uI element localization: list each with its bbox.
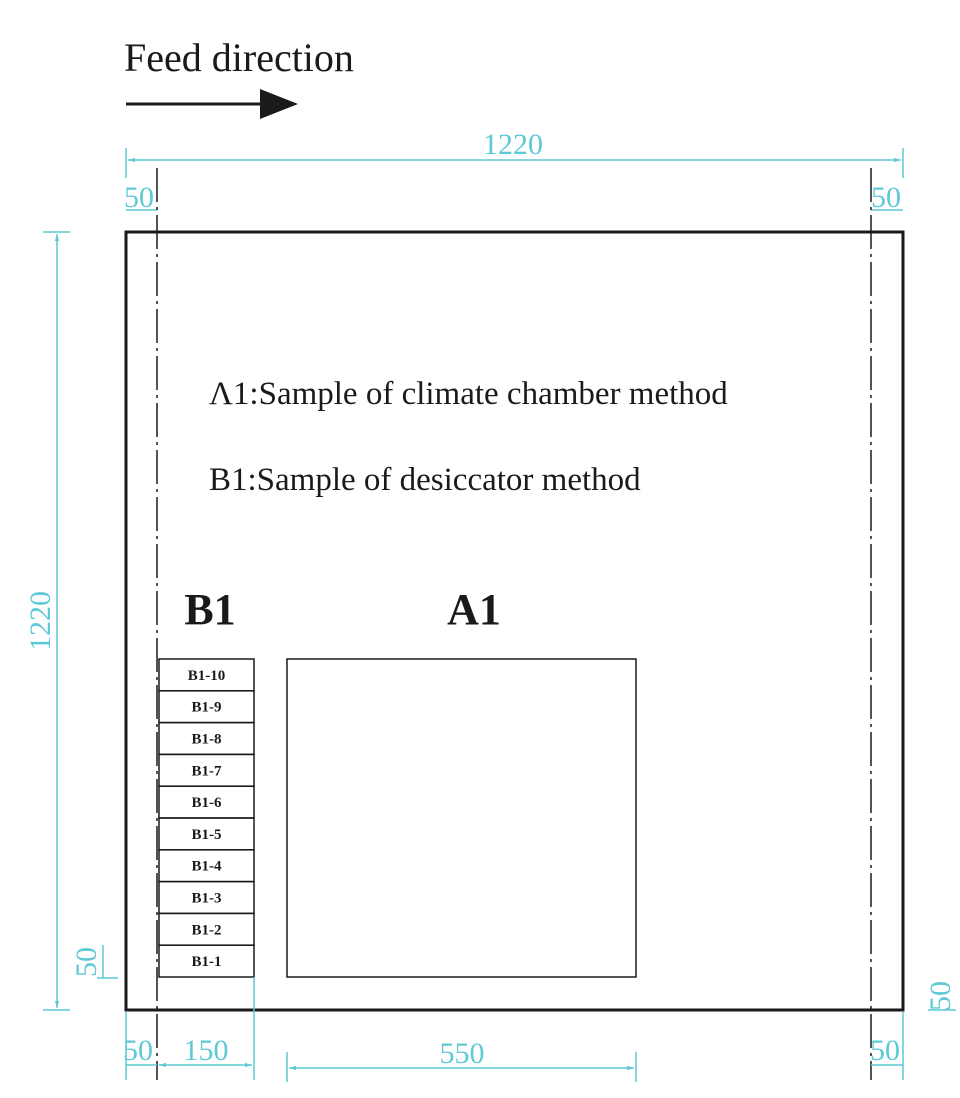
- dimension-top-left-margin: [124, 181, 157, 214]
- dimension-bottom-left-margin-value: 50: [123, 1034, 153, 1067]
- b1-cell: [159, 723, 254, 755]
- board-outline: [126, 232, 903, 1010]
- b1-cell: [159, 913, 254, 945]
- dimension-bottom-right-margin-value: 50: [870, 1034, 900, 1067]
- dimension-bottom-a1-width-value: 550: [439, 1037, 485, 1070]
- b1-sample-stack: [159, 659, 254, 977]
- dimension-left-bottom-margin-value: 50: [70, 947, 103, 977]
- b1-cell: [159, 754, 254, 786]
- dimension-top-right-margin: [871, 181, 903, 214]
- dimension-bottom-left-margin: [123, 1012, 157, 1080]
- dimension-right-bottom-margin-value: 50: [924, 981, 957, 1011]
- dimension-left-height-value: 1220: [24, 591, 57, 651]
- b1-cell-label: B1-9: [191, 699, 222, 716]
- b1-cell-label: B1-7: [191, 763, 222, 780]
- b1-cell-label: B1-8: [191, 731, 222, 748]
- b1-cell: [159, 945, 254, 977]
- b1-cell: [159, 850, 254, 882]
- dimension-top-width: [126, 128, 903, 178]
- b1-region-title: B1: [184, 585, 236, 634]
- dimension-top-width-value: 1220: [483, 128, 543, 161]
- dimension-left-bottom-margin: [70, 945, 118, 978]
- feed-direction-label: Feed direction: [124, 35, 354, 80]
- dimension-top-right-margin-value: 50: [871, 181, 901, 214]
- b1-cell-label: B1-4: [191, 858, 222, 875]
- b1-cell-label: B1-5: [191, 826, 222, 843]
- b1-cell-label: B1-6: [191, 795, 222, 812]
- dimension-right-bottom-margin: [924, 981, 957, 1011]
- dimension-bottom-b1-width-value: 150: [183, 1034, 229, 1067]
- b1-cell: [159, 786, 254, 818]
- dimension-bottom-b1-width: [159, 977, 254, 1080]
- a1-sample-area: [287, 659, 636, 977]
- b1-cell: [159, 818, 254, 850]
- b1-cell: [159, 882, 254, 914]
- feed-direction-arrow: [126, 89, 298, 119]
- dimension-left-height: [24, 232, 70, 1010]
- dimension-bottom-a1-width: [287, 1037, 636, 1082]
- a1-region-title: A1: [447, 585, 501, 634]
- legend-a1: Λ1:Sample of climate chamber method: [209, 376, 728, 412]
- b1-cell-label: B1-3: [191, 890, 222, 907]
- b1-cell-label: B1-10: [187, 667, 226, 684]
- b1-cell: [159, 659, 254, 691]
- b1-cell: [159, 691, 254, 723]
- legend-b1: B1:Sample of desiccator method: [209, 462, 641, 498]
- dimension-bottom-right-margin: [870, 1012, 903, 1080]
- b1-cell-label: B1-1: [191, 954, 222, 971]
- b1-cell-label: B1-2: [191, 922, 222, 939]
- dimension-top-left-margin-value: 50: [124, 181, 154, 214]
